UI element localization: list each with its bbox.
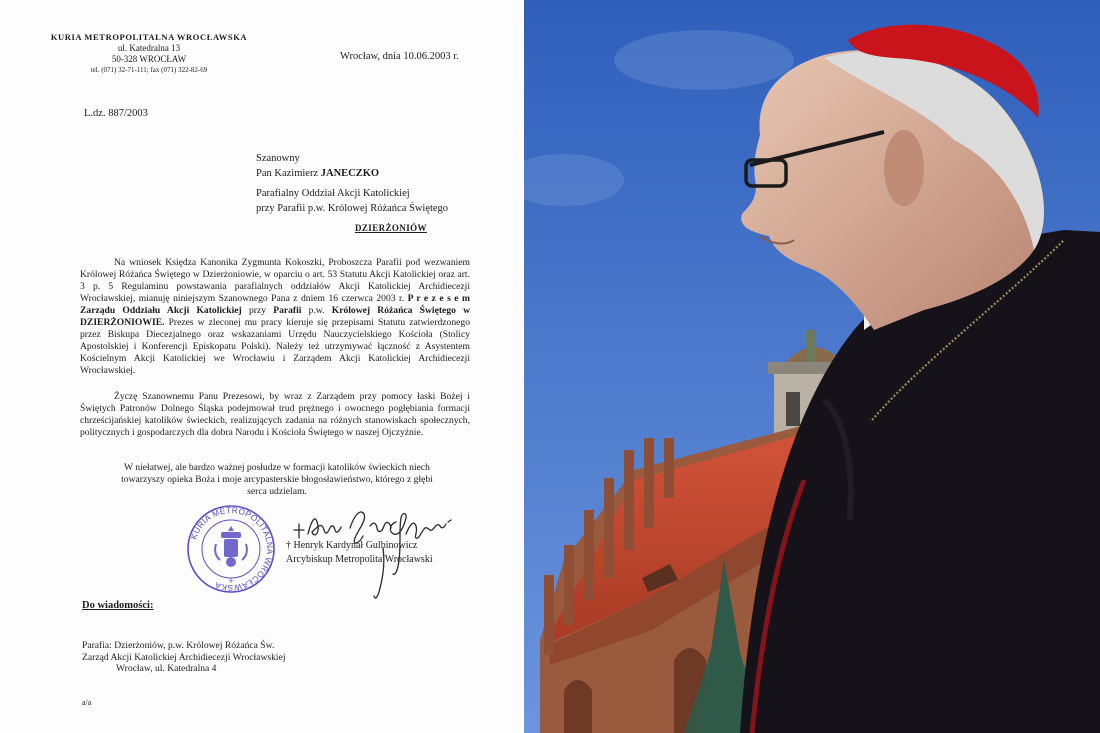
letterhead-city: 50-328 WROCŁAW (111, 54, 187, 64)
body-paragraph-1: Na wniosek Księdza Kanonika Zygmunta Kokoszki, Proboszcza Parafii pod wezwaniem Królowej Różańca Świętego w Dzierżoniowie, w oparciu o art. 53 Statutu Akcji Katolickiej oraz art. 3 p. 5 Regulaminu powstawania parafialnych oddziałów Akcji Katolickiej Archidiecezji Wrocławskiej, mianuję niniejszym Szanownego Pana z dniem 16 czerwca 2003 r. P r e z e s e m Zarządu Oddziału Akcji Katolickiej przy Parafii p.w. Królowej Różańca Świętego w DZIERŻONIOWIE. Prezes w zleconej mu pracy kieruje się przepisami Statutu zatwierdzonego przez Biskupa Diecezjalnego oraz wskazaniami Urzędu Nauczycielskiego Kościoła (Stolicy Apostolskiej i Konferencji Episkopatu Polski). Należy też utrzymywać łączność z Asystentem Kościelnym Akcji Katolickiej we Wrocławiu i Zarządem Akcji Katolickiej Archidiecezji Wrocławskiej. (80, 256, 471, 377)
city-heading: DZIERŻONIÓW (355, 223, 427, 233)
recipient-name: Pan Kazimierz JANECZKO (256, 167, 380, 179)
salutation: Szanowny (256, 153, 300, 164)
letterhead-phone: tel. (071) 32-71-111; fax (071) 322-82-69 (90, 66, 208, 74)
appointment-title: P r e z e s e m Zarządu Oddziału Akcji Katolickiej (80, 292, 471, 316)
svg-text:KURIA METROPOLITALNA WROCŁAWSK: KURIA METROPOLITALNA WROCŁAWSKA (188, 504, 276, 594)
cc-line: Parafia: Dzierżoniów, p.w. Królowej Różańca Św. (82, 640, 275, 651)
svg-text:+: + (228, 576, 234, 586)
letterhead-street: ul. Katedralna 13 (117, 43, 181, 53)
cc-heading: Do wiadomości: (82, 600, 154, 611)
recipient-address (256, 152, 448, 216)
parish-name: Królowej Różańca Świętego w DZIERŻONIOWIE. (80, 304, 471, 329)
body-paragraph-3: W niełatwej, ale bardzo ważnej posłudze w formacji katolików świeckich niech towarzyszy opieka Boża i moje arcypasterskie błogosławieństwo, którego z głębi serca udzielam. (121, 461, 433, 497)
recipient-surname: JANECZKO (320, 167, 380, 179)
letterhead-organization: KURIA METROPOLITALNA WROCŁAWSKA (50, 32, 248, 42)
cc-line: Zarząd Akcji Katolickiej Archidiecezji Wrocławskiej (82, 651, 286, 663)
reference-number: L.dz. 887/2003 (84, 108, 148, 119)
body-paragraph-2: Życzę Szanownemu Panu Prezesowi, by wraz z Zarządem przy pomocy łaski Bożej i Świętych Patronów Dolnego Śląska podejmował trud prężnego i owocnego pogłębiania formacji chrześcijańskiej katolików świeckich, realizujących zadania na różnych stanowiskach społecznych, politycznych i gospodarczych dla dobra Narodu i Kościoła Świętego w naszej Ojczyźnie. (80, 390, 470, 438)
signature-block (286, 539, 433, 567)
signatory-name: † Henryk Kardynał Gulbinowicz (286, 540, 418, 551)
letterhead (44, 32, 254, 76)
photo-illustration (524, 0, 1100, 733)
typist-initials: a/a (82, 698, 92, 707)
cardinal-portrait-photo (524, 0, 1100, 733)
cc-line: Wrocław, ul. Katedralna 4 (116, 663, 217, 675)
cc-list (82, 640, 286, 675)
letter-date: Wrocław, dnia 10.06.2003 r. (340, 51, 459, 62)
letter-document (0, 0, 524, 733)
official-stamp (186, 504, 276, 594)
signatory-title: Arcybiskup Metropolita Wrocławski (286, 554, 433, 565)
recipient-line-1: Parafialny Oddział Akcji Katolickiej (256, 188, 410, 199)
recipient-line-2: przy Parafii p.w. Królowej Różańca Świętego (256, 202, 449, 214)
